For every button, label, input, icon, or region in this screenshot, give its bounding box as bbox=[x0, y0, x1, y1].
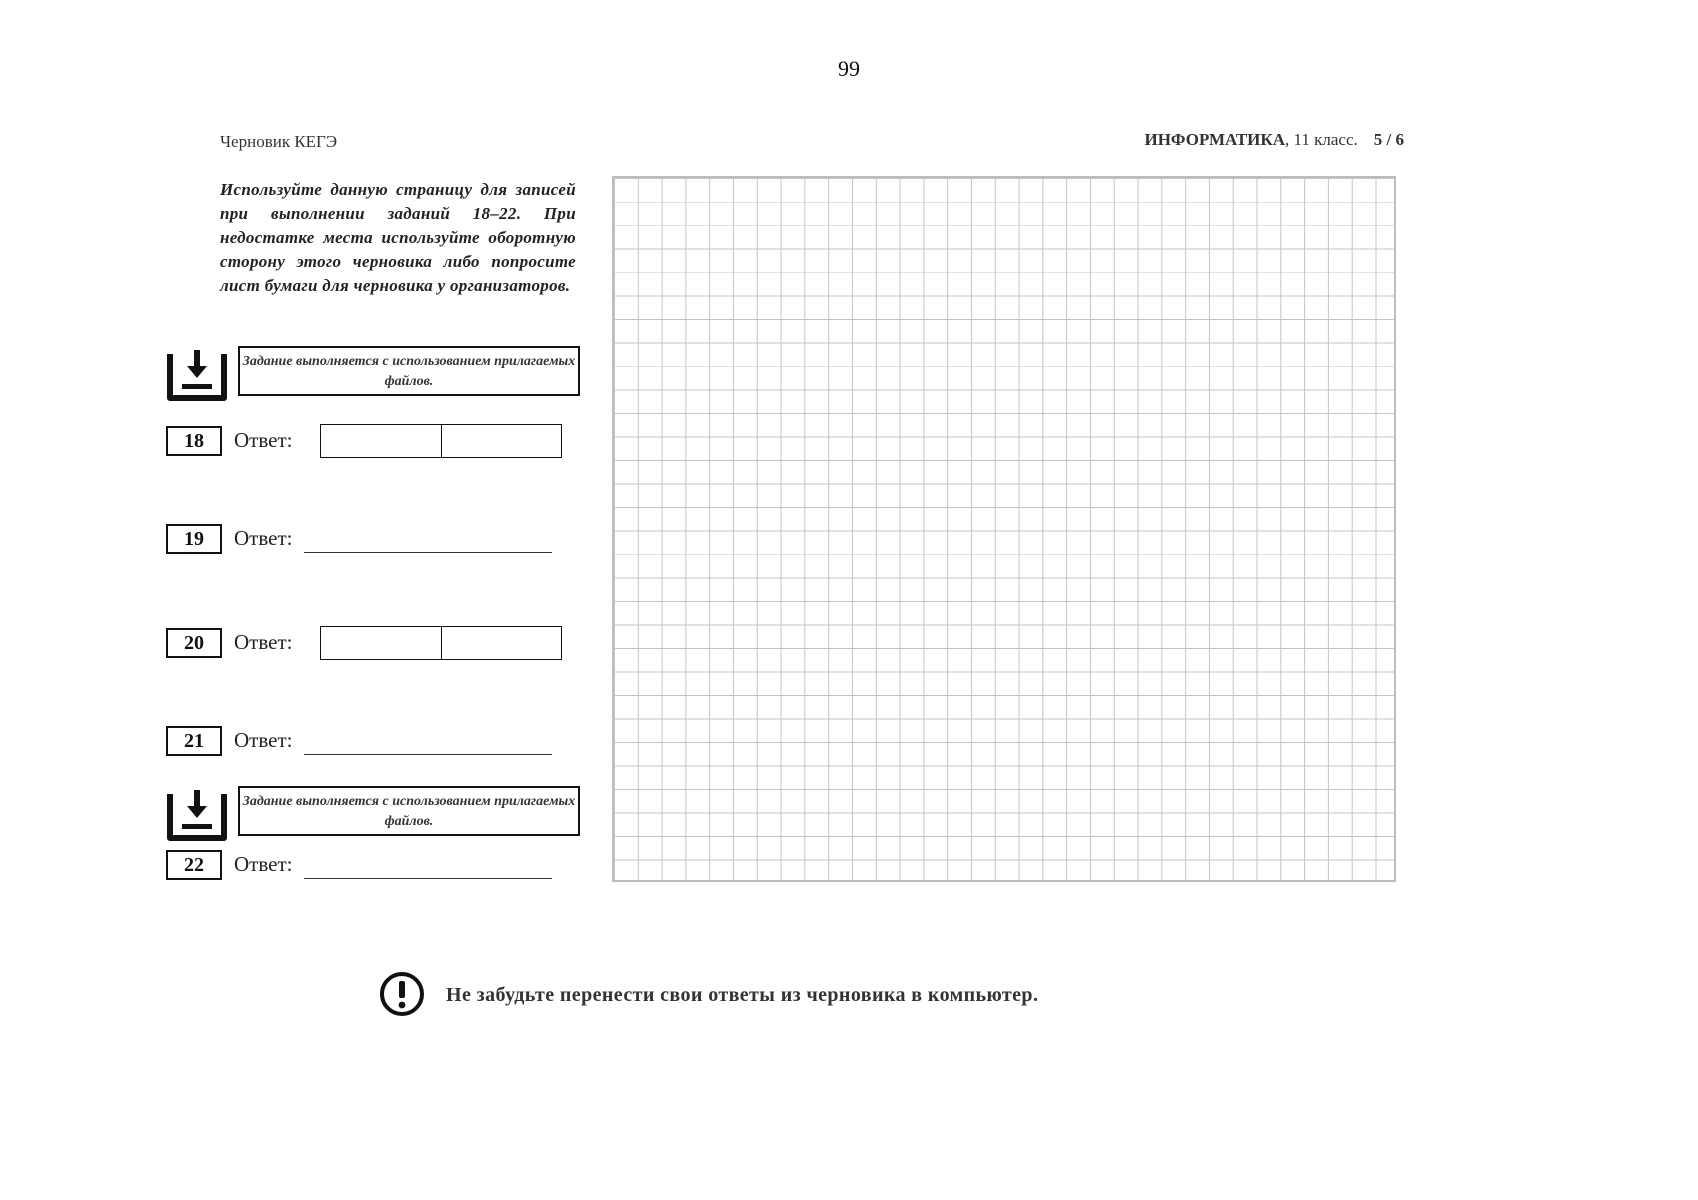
answer-label: Ответ: bbox=[234, 852, 293, 876]
draft-grid bbox=[612, 176, 1396, 882]
exclamation-circle-icon bbox=[378, 970, 426, 1018]
header-right bbox=[1144, 130, 1404, 150]
task-number: 20 bbox=[166, 628, 222, 658]
answer-label: Ответ: bbox=[234, 526, 293, 550]
task-number: 21 bbox=[166, 726, 222, 756]
reminder-text: Не забудьте перенести свои ответы из черновика в компьютер. bbox=[446, 984, 1039, 1006]
answer-label: Ответ: bbox=[234, 630, 293, 654]
file-note-text: Задание выполняется с использованием прилагаемых файлов. bbox=[238, 786, 580, 836]
task-row-22 bbox=[166, 850, 586, 884]
task-row-18 bbox=[166, 426, 586, 460]
download-icon bbox=[166, 346, 228, 402]
task-row-19 bbox=[166, 524, 586, 558]
header-subject: ИНФОРМАТИКА bbox=[1144, 130, 1286, 149]
file-note bbox=[166, 786, 584, 842]
answer-line-22[interactable] bbox=[304, 878, 552, 879]
file-note bbox=[166, 346, 584, 402]
answer-cell-2[interactable] bbox=[441, 627, 562, 659]
answer-cell-1[interactable] bbox=[321, 627, 441, 659]
header-left: Черновик КЕГЭ bbox=[220, 132, 338, 151]
header-page-of: 5 / 6 bbox=[1373, 130, 1404, 149]
task-number: 18 bbox=[166, 426, 222, 456]
task-number: 19 bbox=[166, 524, 222, 554]
download-icon bbox=[166, 786, 228, 842]
file-note-text: Задание выполняется с использованием прилагаемых файлов. bbox=[238, 346, 580, 396]
answer-cell-2[interactable] bbox=[441, 425, 562, 457]
answer-cells-18[interactable] bbox=[320, 424, 562, 458]
answer-line-19[interactable] bbox=[304, 552, 552, 553]
instructions: Используйте данную страницу для записей при выполнении заданий 18–22. При недостатке места используйте оборотную сторону этого черновика либо попросите лист бумаги для черновика у организаторов. bbox=[220, 180, 576, 295]
answer-label: Ответ: bbox=[234, 728, 293, 752]
answer-cell-1[interactable] bbox=[321, 425, 441, 457]
page-number: 99 bbox=[838, 56, 860, 81]
answer-cells-20[interactable] bbox=[320, 626, 562, 660]
task-row-21 bbox=[166, 726, 586, 760]
header-grade: , 11 класс. bbox=[1285, 130, 1358, 149]
answer-line-21[interactable] bbox=[304, 754, 552, 755]
reminder bbox=[378, 970, 1178, 1020]
task-row-20 bbox=[166, 628, 586, 662]
answer-label: Ответ: bbox=[234, 428, 293, 452]
task-number: 22 bbox=[166, 850, 222, 880]
